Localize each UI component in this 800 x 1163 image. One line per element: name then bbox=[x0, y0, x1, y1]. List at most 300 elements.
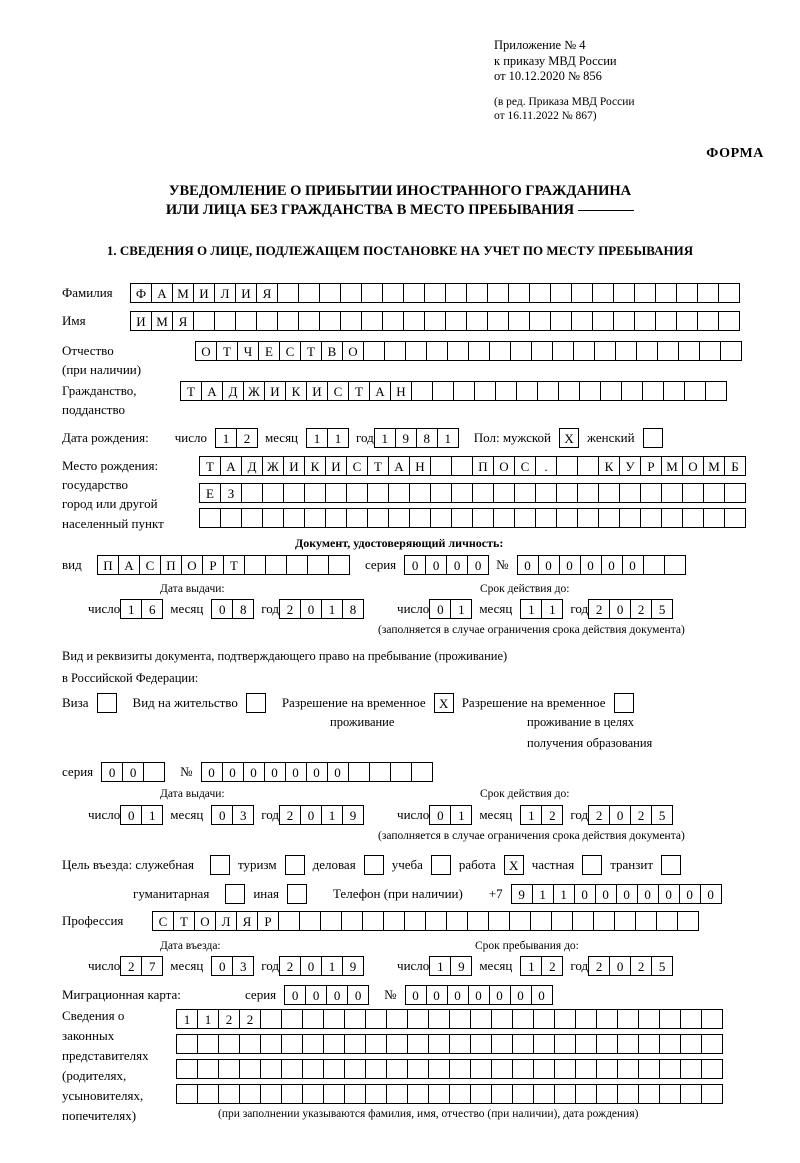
form-cell[interactable]: 1 bbox=[541, 599, 563, 619]
form-cell[interactable]: С bbox=[327, 381, 349, 401]
form-cell[interactable]: 0 bbox=[300, 956, 322, 976]
stay-valid-day-input[interactable] bbox=[429, 805, 471, 825]
form-cell[interactable] bbox=[508, 283, 530, 303]
form-cell[interactable] bbox=[197, 1034, 219, 1054]
form-cell[interactable] bbox=[449, 1084, 471, 1104]
form-cell[interactable] bbox=[365, 1059, 387, 1079]
form-cell[interactable] bbox=[491, 1034, 513, 1054]
form-cell[interactable] bbox=[362, 911, 384, 931]
form-cell[interactable]: Т bbox=[173, 911, 195, 931]
form-cell[interactable]: И bbox=[130, 311, 152, 331]
form-cell[interactable] bbox=[281, 1059, 303, 1079]
form-cell[interactable]: 0 bbox=[285, 762, 307, 782]
form-cell[interactable] bbox=[529, 283, 551, 303]
form-cell[interactable]: А bbox=[201, 381, 223, 401]
form-cell[interactable] bbox=[302, 1034, 324, 1054]
form-cell[interactable]: 0 bbox=[222, 762, 244, 782]
form-cell[interactable] bbox=[363, 341, 385, 361]
form-cell[interactable] bbox=[244, 555, 266, 575]
form-cell[interactable]: Л bbox=[215, 911, 237, 931]
form-cell[interactable] bbox=[340, 283, 362, 303]
form-cell[interactable]: 2 bbox=[236, 428, 258, 448]
entry-day-input[interactable] bbox=[120, 956, 162, 976]
form-cell[interactable]: О bbox=[493, 456, 515, 476]
form-cell[interactable]: 2 bbox=[541, 805, 563, 825]
form-cell[interactable] bbox=[724, 508, 746, 528]
form-cell[interactable] bbox=[323, 1034, 345, 1054]
form-cell[interactable]: 1 bbox=[520, 599, 542, 619]
form-cell[interactable]: К bbox=[304, 456, 326, 476]
form-cell[interactable]: 0 bbox=[122, 762, 144, 782]
form-cell[interactable]: 2 bbox=[630, 599, 652, 619]
form-cell[interactable] bbox=[489, 341, 511, 361]
form-cell[interactable]: 0 bbox=[429, 805, 451, 825]
form-cell[interactable] bbox=[509, 911, 531, 931]
form-cell[interactable]: М bbox=[661, 456, 683, 476]
form-cell[interactable] bbox=[537, 381, 559, 401]
form-cell[interactable]: 0 bbox=[425, 555, 447, 575]
form-cell[interactable]: О bbox=[181, 555, 203, 575]
form-cell[interactable]: 2 bbox=[588, 599, 610, 619]
form-cell[interactable] bbox=[218, 1084, 240, 1104]
form-cell[interactable] bbox=[508, 311, 530, 331]
form-cell[interactable] bbox=[701, 1059, 723, 1079]
form-cell[interactable] bbox=[346, 508, 368, 528]
form-cell[interactable]: К bbox=[285, 381, 307, 401]
form-cell[interactable]: 0 bbox=[622, 555, 644, 575]
form-cell[interactable]: 5 bbox=[651, 956, 673, 976]
form-cell[interactable] bbox=[367, 483, 389, 503]
form-cell[interactable]: 0 bbox=[616, 884, 638, 904]
form-cell[interactable] bbox=[445, 311, 467, 331]
form-cell[interactable] bbox=[302, 1084, 324, 1104]
form-cell[interactable] bbox=[323, 1084, 345, 1104]
form-cell[interactable]: 0 bbox=[305, 985, 327, 1005]
form-cell[interactable]: 1 bbox=[429, 956, 451, 976]
form-cell[interactable]: 0 bbox=[446, 555, 468, 575]
form-cell[interactable] bbox=[598, 483, 620, 503]
name-input[interactable] bbox=[130, 311, 739, 331]
form-cell[interactable] bbox=[388, 508, 410, 528]
form-cell[interactable] bbox=[409, 508, 431, 528]
form-cell[interactable]: 3 bbox=[232, 956, 254, 976]
form-cell[interactable]: 1 bbox=[450, 599, 472, 619]
form-cell[interactable] bbox=[535, 508, 557, 528]
form-cell[interactable] bbox=[388, 483, 410, 503]
form-cell[interactable] bbox=[260, 1059, 282, 1079]
form-cell[interactable]: 0 bbox=[447, 985, 469, 1005]
form-cell[interactable] bbox=[615, 341, 637, 361]
form-cell[interactable] bbox=[488, 911, 510, 931]
form-cell[interactable] bbox=[239, 1084, 261, 1104]
form-cell[interactable]: 9 bbox=[395, 428, 417, 448]
id-issue-year-input[interactable] bbox=[279, 599, 363, 619]
form-cell[interactable] bbox=[493, 508, 515, 528]
form-cell[interactable] bbox=[361, 283, 383, 303]
form-cell[interactable] bbox=[487, 283, 509, 303]
form-cell[interactable]: 0 bbox=[426, 985, 448, 1005]
form-cell[interactable]: П bbox=[160, 555, 182, 575]
form-cell[interactable] bbox=[424, 283, 446, 303]
purpose-other-checkbox[interactable] bbox=[287, 884, 307, 904]
form-cell[interactable] bbox=[218, 1034, 240, 1054]
form-cell[interactable] bbox=[426, 341, 448, 361]
form-cell[interactable] bbox=[241, 508, 263, 528]
form-cell[interactable] bbox=[593, 911, 615, 931]
form-cell[interactable] bbox=[682, 508, 704, 528]
form-cell[interactable] bbox=[634, 311, 656, 331]
form-cell[interactable] bbox=[577, 508, 599, 528]
id-series-input[interactable] bbox=[404, 555, 488, 575]
form-cell[interactable] bbox=[678, 341, 700, 361]
form-cell[interactable] bbox=[470, 1034, 492, 1054]
form-cell[interactable]: Н bbox=[409, 456, 431, 476]
form-cell[interactable]: О bbox=[342, 341, 364, 361]
stay-until-year-input[interactable] bbox=[588, 956, 672, 976]
form-cell[interactable] bbox=[550, 283, 572, 303]
form-cell[interactable] bbox=[533, 1034, 555, 1054]
form-cell[interactable] bbox=[390, 762, 412, 782]
form-cell[interactable] bbox=[701, 1009, 723, 1029]
form-cell[interactable]: М bbox=[703, 456, 725, 476]
form-cell[interactable] bbox=[592, 283, 614, 303]
form-cell[interactable] bbox=[657, 341, 679, 361]
form-cell[interactable]: Р bbox=[202, 555, 224, 575]
form-cell[interactable] bbox=[386, 1084, 408, 1104]
form-cell[interactable]: 1 bbox=[520, 805, 542, 825]
form-cell[interactable]: 2 bbox=[279, 599, 301, 619]
migration-series-input[interactable] bbox=[284, 985, 368, 1005]
form-cell[interactable]: А bbox=[369, 381, 391, 401]
form-cell[interactable]: Т bbox=[348, 381, 370, 401]
form-cell[interactable] bbox=[575, 1034, 597, 1054]
form-cell[interactable] bbox=[554, 1059, 576, 1079]
form-cell[interactable] bbox=[407, 1059, 429, 1079]
form-cell[interactable] bbox=[638, 1009, 660, 1029]
form-cell[interactable]: 0 bbox=[405, 985, 427, 1005]
purpose-tourism-checkbox[interactable] bbox=[285, 855, 305, 875]
form-cell[interactable] bbox=[382, 283, 404, 303]
form-cell[interactable] bbox=[197, 1059, 219, 1079]
form-cell[interactable]: 1 bbox=[120, 599, 142, 619]
form-cell[interactable] bbox=[491, 1084, 513, 1104]
form-cell[interactable] bbox=[319, 311, 341, 331]
form-cell[interactable] bbox=[575, 1009, 597, 1029]
form-cell[interactable]: С bbox=[139, 555, 161, 575]
form-cell[interactable]: 0 bbox=[580, 555, 602, 575]
form-cell[interactable] bbox=[405, 341, 427, 361]
form-cell[interactable] bbox=[663, 381, 685, 401]
form-cell[interactable] bbox=[260, 1084, 282, 1104]
form-cell[interactable] bbox=[403, 311, 425, 331]
form-cell[interactable]: 0 bbox=[243, 762, 265, 782]
form-cell[interactable] bbox=[407, 1009, 429, 1029]
form-cell[interactable] bbox=[596, 1084, 618, 1104]
form-cell[interactable] bbox=[239, 1059, 261, 1079]
form-cell[interactable]: 9 bbox=[511, 884, 533, 904]
form-cell[interactable] bbox=[659, 1059, 681, 1079]
form-cell[interactable]: 0 bbox=[637, 884, 659, 904]
form-cell[interactable]: 0 bbox=[467, 555, 489, 575]
form-cell[interactable] bbox=[659, 1034, 681, 1054]
form-cell[interactable]: 0 bbox=[211, 805, 233, 825]
profession-input[interactable] bbox=[152, 911, 698, 931]
form-cell[interactable] bbox=[677, 911, 699, 931]
form-cell[interactable]: 2 bbox=[588, 805, 610, 825]
form-cell[interactable] bbox=[701, 1084, 723, 1104]
form-cell[interactable]: 2 bbox=[588, 956, 610, 976]
form-cell[interactable] bbox=[143, 762, 165, 782]
edu-residence-checkbox[interactable] bbox=[614, 693, 634, 713]
id-valid-month-input[interactable] bbox=[520, 599, 562, 619]
form-cell[interactable] bbox=[278, 911, 300, 931]
purpose-work-checkbox[interactable]: X bbox=[504, 855, 524, 875]
rep-row-2-input[interactable] bbox=[176, 1034, 722, 1054]
form-cell[interactable] bbox=[384, 341, 406, 361]
form-cell[interactable] bbox=[468, 341, 490, 361]
form-cell[interactable] bbox=[571, 311, 593, 331]
form-cell[interactable]: 0 bbox=[574, 884, 596, 904]
form-cell[interactable] bbox=[655, 283, 677, 303]
form-cell[interactable] bbox=[491, 1009, 513, 1029]
form-cell[interactable] bbox=[512, 1084, 534, 1104]
form-cell[interactable] bbox=[617, 1059, 639, 1079]
form-cell[interactable]: С bbox=[514, 456, 536, 476]
form-cell[interactable] bbox=[325, 483, 347, 503]
form-cell[interactable]: Р bbox=[257, 911, 279, 931]
stay-issue-year-input[interactable] bbox=[279, 805, 363, 825]
form-cell[interactable] bbox=[493, 483, 515, 503]
form-cell[interactable] bbox=[407, 1034, 429, 1054]
form-cell[interactable]: 0 bbox=[264, 762, 286, 782]
form-cell[interactable]: И bbox=[306, 381, 328, 401]
stay-valid-year-input[interactable] bbox=[588, 805, 672, 825]
form-cell[interactable]: 8 bbox=[416, 428, 438, 448]
sex-male-checkbox[interactable]: X bbox=[559, 428, 579, 448]
form-cell[interactable]: 0 bbox=[609, 956, 631, 976]
form-cell[interactable]: 0 bbox=[201, 762, 223, 782]
form-cell[interactable] bbox=[361, 311, 383, 331]
form-cell[interactable] bbox=[512, 1009, 534, 1029]
form-cell[interactable]: 2 bbox=[239, 1009, 261, 1029]
form-cell[interactable] bbox=[636, 341, 658, 361]
form-cell[interactable] bbox=[596, 1034, 618, 1054]
form-cell[interactable] bbox=[474, 381, 496, 401]
stay-series-input[interactable] bbox=[101, 762, 164, 782]
birthplace-line3-input[interactable] bbox=[199, 508, 745, 528]
form-cell[interactable]: 0 bbox=[595, 884, 617, 904]
form-cell[interactable] bbox=[676, 283, 698, 303]
form-cell[interactable] bbox=[299, 911, 321, 931]
id-valid-year-input[interactable] bbox=[588, 599, 672, 619]
form-cell[interactable]: 2 bbox=[630, 805, 652, 825]
form-cell[interactable] bbox=[659, 1084, 681, 1104]
form-cell[interactable] bbox=[383, 911, 405, 931]
form-cell[interactable] bbox=[425, 911, 447, 931]
form-cell[interactable]: 2 bbox=[279, 805, 301, 825]
form-cell[interactable]: Н bbox=[390, 381, 412, 401]
stay-until-month-input[interactable] bbox=[520, 956, 562, 976]
form-cell[interactable] bbox=[529, 311, 551, 331]
form-cell[interactable] bbox=[470, 1009, 492, 1029]
form-cell[interactable] bbox=[281, 1009, 303, 1029]
form-cell[interactable]: Ч bbox=[237, 341, 259, 361]
form-cell[interactable] bbox=[430, 508, 452, 528]
form-cell[interactable] bbox=[535, 483, 557, 503]
form-cell[interactable]: Я bbox=[256, 283, 278, 303]
form-cell[interactable]: С bbox=[152, 911, 174, 931]
form-cell[interactable]: 2 bbox=[541, 956, 563, 976]
form-cell[interactable] bbox=[320, 911, 342, 931]
form-cell[interactable]: Т bbox=[216, 341, 238, 361]
form-cell[interactable]: 1 bbox=[215, 428, 237, 448]
form-cell[interactable] bbox=[531, 341, 553, 361]
form-cell[interactable] bbox=[619, 483, 641, 503]
form-cell[interactable] bbox=[386, 1009, 408, 1029]
form-cell[interactable] bbox=[472, 508, 494, 528]
form-cell[interactable]: А bbox=[388, 456, 410, 476]
entry-month-input[interactable] bbox=[211, 956, 253, 976]
form-cell[interactable] bbox=[411, 762, 433, 782]
form-cell[interactable] bbox=[323, 1059, 345, 1079]
form-cell[interactable] bbox=[512, 1059, 534, 1079]
visa-checkbox[interactable] bbox=[97, 693, 117, 713]
form-cell[interactable]: И bbox=[283, 456, 305, 476]
form-cell[interactable] bbox=[470, 1084, 492, 1104]
form-cell[interactable] bbox=[680, 1059, 702, 1079]
form-cell[interactable] bbox=[323, 1009, 345, 1029]
birthplace-line1-input[interactable] bbox=[199, 456, 745, 476]
citizenship-input[interactable] bbox=[180, 381, 726, 401]
form-cell[interactable] bbox=[514, 483, 536, 503]
form-cell[interactable]: 0 bbox=[531, 985, 553, 1005]
form-cell[interactable] bbox=[575, 1084, 597, 1104]
form-cell[interactable] bbox=[302, 1059, 324, 1079]
form-cell[interactable] bbox=[572, 911, 594, 931]
form-cell[interactable] bbox=[176, 1084, 198, 1104]
form-cell[interactable] bbox=[491, 1059, 513, 1079]
form-cell[interactable] bbox=[466, 283, 488, 303]
form-cell[interactable]: С bbox=[346, 456, 368, 476]
form-cell[interactable]: 5 bbox=[651, 599, 673, 619]
form-cell[interactable] bbox=[239, 1034, 261, 1054]
stay-valid-month-input[interactable] bbox=[520, 805, 562, 825]
purpose-service-checkbox[interactable] bbox=[210, 855, 230, 875]
id-number-input[interactable] bbox=[517, 555, 685, 575]
form-cell[interactable] bbox=[614, 911, 636, 931]
form-cell[interactable]: В bbox=[321, 341, 343, 361]
form-cell[interactable] bbox=[655, 311, 677, 331]
form-cell[interactable] bbox=[656, 911, 678, 931]
form-cell[interactable] bbox=[218, 1059, 240, 1079]
form-cell[interactable]: П bbox=[97, 555, 119, 575]
form-cell[interactable]: 5 bbox=[651, 805, 673, 825]
form-cell[interactable] bbox=[298, 283, 320, 303]
form-cell[interactable]: 1 bbox=[197, 1009, 219, 1029]
form-cell[interactable] bbox=[659, 1009, 681, 1029]
temp-residence-checkbox[interactable]: X bbox=[434, 693, 454, 713]
form-cell[interactable]: 0 bbox=[326, 985, 348, 1005]
form-cell[interactable] bbox=[344, 1059, 366, 1079]
form-cell[interactable]: 1 bbox=[553, 884, 575, 904]
form-cell[interactable] bbox=[718, 311, 740, 331]
form-cell[interactable]: С bbox=[279, 341, 301, 361]
form-cell[interactable]: Т bbox=[367, 456, 389, 476]
purpose-humanitarian-checkbox[interactable] bbox=[225, 884, 245, 904]
form-cell[interactable]: Т bbox=[180, 381, 202, 401]
form-cell[interactable]: О bbox=[195, 341, 217, 361]
form-cell[interactable] bbox=[638, 1034, 660, 1054]
form-cell[interactable]: Т bbox=[300, 341, 322, 361]
form-cell[interactable] bbox=[640, 508, 662, 528]
form-cell[interactable] bbox=[283, 483, 305, 503]
form-cell[interactable]: Д bbox=[241, 456, 263, 476]
form-cell[interactable]: 0 bbox=[211, 599, 233, 619]
form-cell[interactable] bbox=[304, 508, 326, 528]
form-cell[interactable]: 1 bbox=[532, 884, 554, 904]
form-cell[interactable] bbox=[552, 341, 574, 361]
form-cell[interactable] bbox=[197, 1084, 219, 1104]
form-cell[interactable]: Р bbox=[640, 456, 662, 476]
form-cell[interactable] bbox=[283, 508, 305, 528]
form-cell[interactable]: Т bbox=[223, 555, 245, 575]
migration-number-input[interactable] bbox=[405, 985, 552, 1005]
form-cell[interactable]: Ж bbox=[262, 456, 284, 476]
form-cell[interactable] bbox=[617, 1034, 639, 1054]
form-cell[interactable]: 1 bbox=[327, 428, 349, 448]
form-cell[interactable] bbox=[571, 283, 593, 303]
form-cell[interactable] bbox=[449, 1009, 471, 1029]
form-cell[interactable] bbox=[512, 1034, 534, 1054]
form-cell[interactable] bbox=[661, 483, 683, 503]
form-cell[interactable] bbox=[447, 341, 469, 361]
form-cell[interactable] bbox=[642, 381, 664, 401]
form-cell[interactable]: П bbox=[472, 456, 494, 476]
form-cell[interactable] bbox=[260, 1034, 282, 1054]
form-cell[interactable]: М bbox=[151, 311, 173, 331]
purpose-transit-checkbox[interactable] bbox=[661, 855, 681, 875]
id-valid-day-input[interactable] bbox=[429, 599, 471, 619]
form-cell[interactable] bbox=[241, 483, 263, 503]
form-cell[interactable] bbox=[277, 311, 299, 331]
form-cell[interactable] bbox=[556, 508, 578, 528]
form-cell[interactable] bbox=[340, 311, 362, 331]
form-cell[interactable]: 0 bbox=[679, 884, 701, 904]
form-cell[interactable]: И bbox=[325, 456, 347, 476]
form-cell[interactable] bbox=[466, 311, 488, 331]
form-cell[interactable] bbox=[533, 1059, 555, 1079]
form-cell[interactable] bbox=[449, 1059, 471, 1079]
form-cell[interactable]: К bbox=[598, 456, 620, 476]
form-cell[interactable] bbox=[680, 1009, 702, 1029]
form-cell[interactable]: 2 bbox=[630, 956, 652, 976]
form-cell[interactable] bbox=[510, 341, 532, 361]
form-cell[interactable] bbox=[286, 555, 308, 575]
form-cell[interactable] bbox=[424, 311, 446, 331]
form-cell[interactable] bbox=[598, 508, 620, 528]
form-cell[interactable]: 0 bbox=[284, 985, 306, 1005]
form-cell[interactable]: О bbox=[194, 911, 216, 931]
form-cell[interactable] bbox=[533, 1084, 555, 1104]
form-cell[interactable]: О bbox=[682, 456, 704, 476]
purpose-private-checkbox[interactable] bbox=[582, 855, 602, 875]
form-cell[interactable] bbox=[579, 381, 601, 401]
form-cell[interactable]: Е bbox=[199, 483, 221, 503]
form-cell[interactable] bbox=[365, 1009, 387, 1029]
form-cell[interactable] bbox=[382, 311, 404, 331]
form-cell[interactable]: Т bbox=[199, 456, 221, 476]
form-cell[interactable] bbox=[516, 381, 538, 401]
